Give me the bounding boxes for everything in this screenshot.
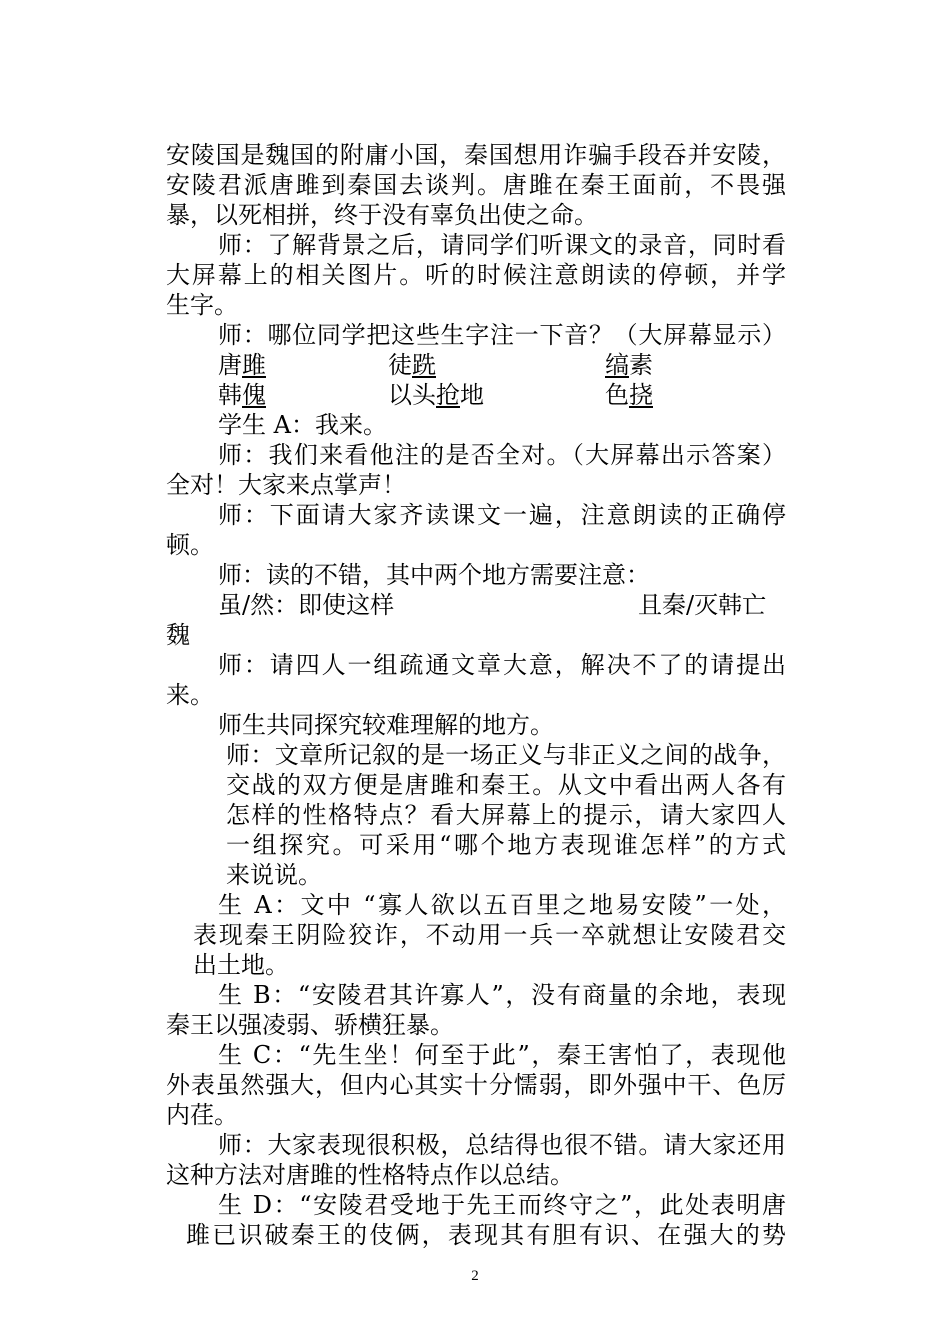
underlined-char: 缟 — [605, 351, 629, 379]
text-line: 这种方法对唐雎的性格特点作以总结。 — [166, 1161, 574, 1189]
vocab-item: 色挠 — [605, 381, 653, 409]
text-line: 交战的双方便是唐雎和秦王。从文中看出两人各有 — [226, 771, 786, 799]
text-line: 生 D：“安陵君受地于先王而终守之”，此处表明唐 — [218, 1191, 786, 1219]
text-line: 雎已识破秦王的伎俩，表现其有胆有识、在强大的势 — [186, 1221, 786, 1249]
text-line: 出土地。 — [193, 951, 289, 979]
text-line: 顿。 — [166, 531, 214, 559]
text-line: 师：我们来看他注的是否全对。（大屏幕出示答案） — [218, 441, 786, 469]
vocab-item: 徒跣 — [388, 351, 436, 379]
text-line: 来。 — [166, 681, 214, 709]
text-line: 秦王以强凌弱、骄横狂暴。 — [166, 1011, 454, 1039]
underlined-char: 跣 — [412, 351, 436, 379]
text-line: 师生共同探究较难理解的地方。 — [218, 711, 554, 739]
text-line: 生 A：文中 “寡人欲以五百里之地易安陵”一处， — [218, 891, 786, 919]
underlined-char: 傀 — [242, 381, 266, 409]
text-line: 魏 — [166, 621, 190, 649]
underlined-char: 抢 — [436, 381, 460, 409]
text-line: 安陵君派唐雎到秦国去谈判。唐雎在秦王面前，不畏强 — [166, 171, 786, 199]
underlined-char: 雎 — [242, 351, 266, 379]
text-line: 师：哪位同学把这些生字注一下音？（大屏幕显示） — [218, 321, 786, 349]
text-line: 外表虽然强大，但内心其实十分懦弱，即外强中干、色厉 — [166, 1071, 786, 1099]
pause-example: 虽/然：即使这样 — [218, 591, 395, 619]
vocab-item: 以头抢地 — [388, 381, 484, 409]
text-line: 师：下面请大家齐读课文一遍，注意朗读的正确停 — [218, 501, 786, 529]
text-line: 师：读的不错，其中两个地方需要注意： — [218, 561, 650, 589]
text-line: 安陵国是魏国的附庸小国，秦国想用诈骗手段吞并安陵， — [166, 141, 786, 169]
text-line: 师：文章所记叙的是一场正义与非正义之间的战争， — [226, 741, 786, 769]
text-line: 生 C：“先生坐！何至于此”，秦王害怕了，表现他 — [218, 1041, 786, 1069]
text-line: 师：请四人一组疏通文章大意，解决不了的请提出 — [218, 651, 786, 679]
pause-example: 且秦/灭韩亡 — [638, 591, 767, 619]
text-line: 师：了解背景之后，请同学们听课文的录音，同时看 — [218, 231, 786, 259]
text-line: 一组探究。可采用“哪个地方表现谁怎样”的方式 — [226, 831, 786, 859]
underlined-char: 挠 — [629, 381, 653, 409]
text-line: 师：大家表现很积极，总结得也很不错。请大家还用 — [218, 1131, 786, 1159]
vocab-item: 韩傀 — [218, 381, 266, 409]
text-line: 怎样的性格特点？看大屏幕上的提示，请大家四人 — [226, 801, 786, 829]
vocab-item: 唐雎 — [218, 351, 266, 379]
text-line: 全对！大家来点掌声！ — [166, 471, 406, 499]
vocab-item: 缟素 — [605, 351, 653, 379]
text-line: 生字。 — [166, 291, 238, 319]
text-line: 生 B：“安陵君其许寡人”，没有商量的余地，表现 — [218, 981, 786, 1009]
text-line: 大屏幕上的相关图片。听的时候注意朗读的停顿，并学 — [166, 261, 786, 289]
text-line: 学生 A：我来。 — [218, 411, 387, 439]
text-line: 来说说。 — [226, 861, 322, 889]
text-line: 暴，以死相拼，终于没有辜负出使之命。 — [166, 201, 598, 229]
text-line: 内荏。 — [166, 1101, 238, 1129]
page-number: 2 — [471, 1268, 479, 1284]
text-line: 表现秦王阴险狡诈，不动用一兵一卒就想让安陵君交 — [193, 921, 786, 949]
